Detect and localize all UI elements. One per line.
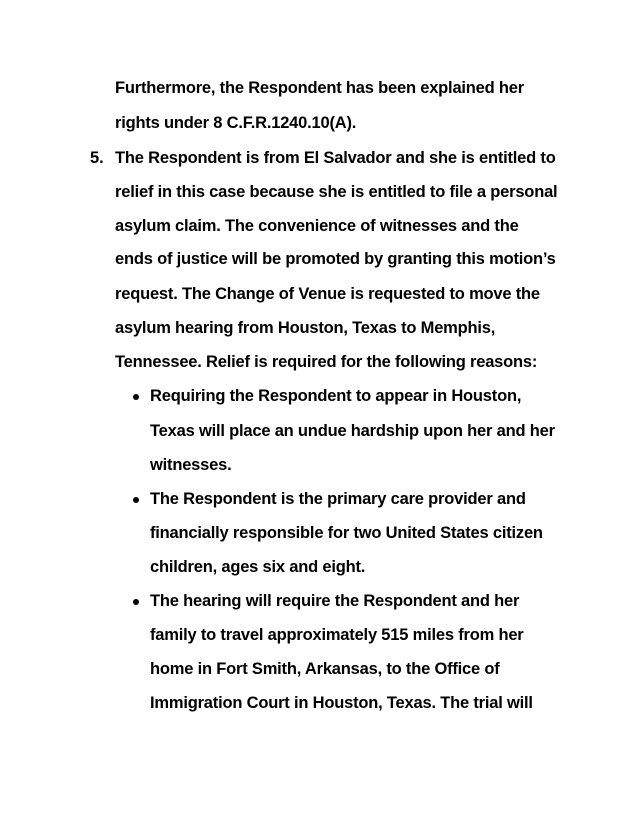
item-line-7: Tennessee. Relief is required for the following reasons: — [115, 353, 538, 371]
bullet-1-line-2: Texas will place an undue hardship upon her and her — [150, 422, 555, 440]
bullet-2-line-3: children, ages six and eight. — [150, 558, 366, 576]
intro-line-2: rights under 8 C.F.R.1240.10(A). — [115, 114, 357, 132]
item-line-2: relief in this case because she is entitled to file a personal — [115, 183, 558, 201]
item-line-4: ends of justice will be promoted by granting this motion’s — [115, 250, 556, 268]
bullet-2-line-2: financially responsible for two United States citizen — [150, 524, 543, 542]
item-line-3: asylum claim. The convenience of witnesses and the — [115, 217, 519, 235]
bullet-3-line-3: home in Fort Smith, Arkansas, to the Office of — [150, 660, 500, 678]
item-line-5: request. The Change of Venue is requested to move the — [115, 285, 540, 303]
bullet-1-line-1: Requiring the Respondent to appear in Houston, — [150, 387, 522, 405]
bullet-3-line-1: The hearing will require the Respondent and her — [150, 592, 520, 610]
bullet-3-line-4: Immigration Court in Houston, Texas. The trial will — [150, 694, 533, 712]
item-number: 5. — [90, 149, 104, 167]
item-line-6: asylum hearing from Houston, Texas to Memphis, — [115, 319, 496, 337]
bullet-icon — [133, 497, 139, 503]
bullet-icon — [133, 599, 139, 605]
bullet-icon — [133, 394, 139, 400]
bullet-3-line-2: family to travel approximately 515 miles from her — [150, 626, 524, 644]
bullet-2-line-1: The Respondent is the primary care provider and — [150, 490, 526, 508]
intro-line-1: Furthermore, the Respondent has been explained her — [115, 79, 525, 97]
item-line-1: The Respondent is from El Salvador and she is entitled to — [115, 149, 556, 167]
bullet-1-line-3: witnesses. — [150, 456, 232, 474]
